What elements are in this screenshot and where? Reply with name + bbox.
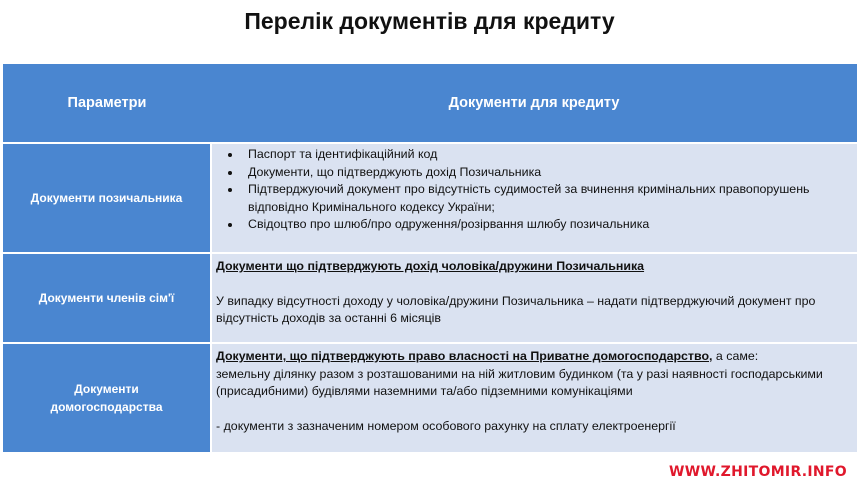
row-param-borrower: Документи позичальника <box>3 143 211 253</box>
list-item: • Паспорт та ідентифікаційний код <box>242 146 857 164</box>
list-item: • Документи, що підтверджують дохід Позичальника <box>242 164 857 182</box>
row-param-household: Документи домогосподарства <box>3 343 211 453</box>
row-docs-borrower <box>211 143 857 253</box>
borrower-docs-list <box>212 146 857 234</box>
header-documents: Документи для кредиту <box>211 64 857 143</box>
household-docs-heading: Документи, що підтверджують право власності на Приватне домогосподарство, <box>216 349 713 363</box>
table-row <box>3 253 857 343</box>
list-item: • Підтверджуючий документ про відсутність судимостей за вчинення кримінальних правопорушень відповідно Кримінального кодексу України; <box>242 181 857 216</box>
household-docs-text: земельну ділянку разом з розташованими на ній житловим будинком (та у разі наявності господарськими (присадибними) будівлями наземними та/або підземними комунікаціями <box>216 366 823 399</box>
family-docs-heading: Документи що підтверджують дохід чоловіка/дружини Позичальника <box>216 259 645 273</box>
household-docs-heading-tail: а саме: <box>712 349 759 363</box>
header-parameters: Параметри <box>3 64 211 143</box>
table-row <box>3 143 857 253</box>
page-title: Перелік документів для кредиту <box>244 8 615 34</box>
site-watermark: WWW.ZHITOMIR.INFO <box>668 464 847 480</box>
row-param-family: Документи членів сім'ї <box>3 253 211 343</box>
documents-table <box>3 64 857 454</box>
row-docs-household <box>211 343 857 453</box>
list-item: • Свідоцтво про шлюб/про одруження/розірвання шлюбу позичальника <box>242 216 857 234</box>
row-docs-family <box>211 253 857 343</box>
table-row <box>3 343 857 453</box>
household-docs-text-2: - документи з зазначеним номером особового рахунку на сплату електроенергії <box>216 418 676 433</box>
table-header-row <box>3 64 857 143</box>
family-docs-text: У випадку відсутності доходу у чоловіка/дружини Позичальника – надати підтверджуючий документ про відсутність доходів за останні 6 місяців <box>216 293 816 326</box>
